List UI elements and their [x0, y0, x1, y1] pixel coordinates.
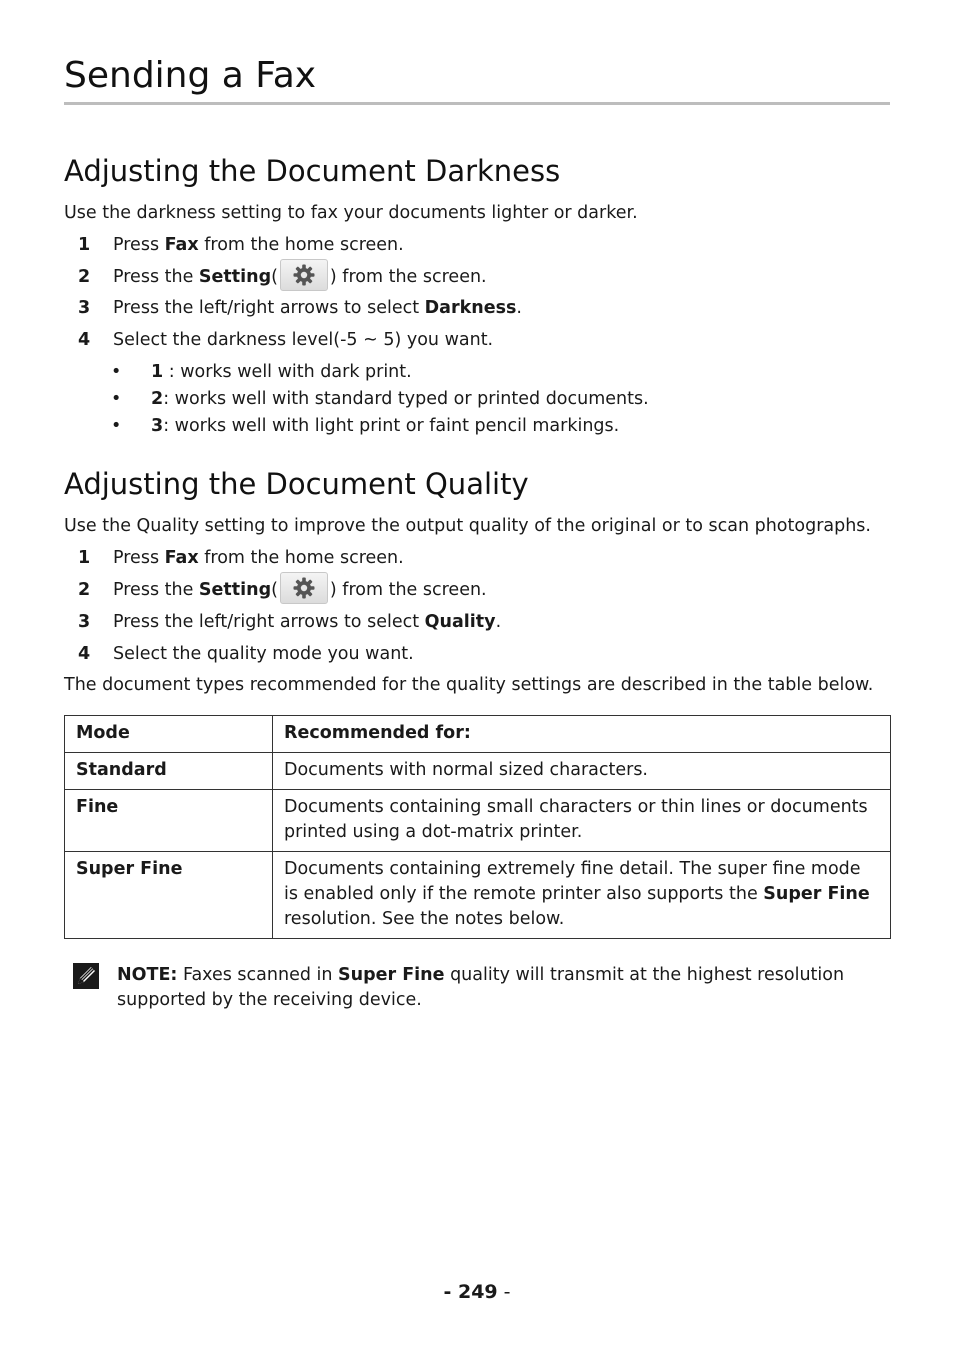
step-number: 2: [78, 267, 91, 287]
step-text: Press Fax from the home screen.: [113, 235, 404, 255]
darkness-step-4: [64, 326, 890, 354]
gear-icon: [292, 263, 316, 287]
step-number: 1: [78, 548, 91, 568]
step-text: Select the darkness level(-5 ~ 5) you want.: [113, 330, 494, 350]
bullet-dot: •: [111, 416, 122, 436]
step-number: 3: [78, 298, 91, 318]
step-text: Select the quality mode you want.: [113, 644, 414, 664]
chapter-title: Sending a Fax: [64, 55, 317, 96]
table-header-row: [65, 716, 891, 753]
table-row: [65, 852, 891, 939]
table-row: [65, 790, 891, 852]
mode-cell: Super Fine: [65, 852, 273, 939]
recommendation-cell: Documents containing extremely fine detail. The super fine mode is enabled only if the remote printer also supports the Super Fine resolution. See the notes below.: [273, 852, 891, 939]
step-text: Press the left/right arrows to select Quality.: [113, 612, 502, 632]
quality-section-heading: Adjusting the Document Quality: [64, 467, 529, 501]
step-text: Press the Setting( ) from the screen.: [113, 576, 487, 604]
mode-cell: Standard: [65, 753, 273, 790]
darkness-intro: Use the darkness setting to fax your documents lighter or darker.: [64, 203, 638, 223]
pencil-note-icon: [72, 962, 100, 990]
step-text: Press the Setting( ) from the screen.: [113, 263, 487, 291]
setting-button-image: [280, 259, 328, 291]
quality-step-3: [64, 608, 890, 636]
darkness-section-heading: Adjusting the Document Darkness: [64, 154, 561, 188]
quality-step-2: [64, 576, 890, 604]
darkness-step-2: [64, 263, 890, 291]
step-number: 4: [78, 330, 91, 350]
quality-step-4: [64, 640, 890, 668]
step-text: Press Fax from the home screen.: [113, 548, 404, 568]
step-text: Press the left/right arrows to select Darkness.: [113, 298, 522, 318]
darkness-level-item: • 2: works well with standard typed or printed documents.: [64, 386, 890, 412]
setting-button-image: [280, 572, 328, 604]
darkness-level-item: • 3: works well with light print or faint pencil markings.: [64, 413, 890, 439]
chapter-title-rule: [64, 102, 890, 105]
quality-intro: Use the Quality setting to improve the output quality of the original or to scan photographs.: [64, 516, 871, 536]
darkness-step-3: [64, 294, 890, 322]
darkness-level-item: • 1 : works well with dark print.: [64, 359, 890, 385]
table-header-cell: Mode: [65, 716, 273, 753]
bullet-dot: •: [111, 389, 122, 409]
step-number: 2: [78, 580, 91, 600]
darkness-step-1: [64, 231, 890, 259]
quality-mode-table: [64, 715, 891, 939]
step-number: 3: [78, 612, 91, 632]
quality-step-1: [64, 544, 890, 572]
table-header-cell: Recommended for:: [273, 716, 891, 753]
note-text: NOTE: Faxes scanned in Super Fine quality will transmit at the highest resolution supported by the receiving device.: [117, 965, 845, 1010]
recommendation-cell: Documents containing small characters or thin lines or documents printed using a dot-matrix printer.: [273, 790, 891, 852]
bullet-dot: •: [111, 362, 122, 382]
step-number: 1: [78, 235, 91, 255]
page-number: - 249 -: [443, 1281, 511, 1303]
table-row: [65, 753, 891, 790]
recommendation-cell: Documents with normal sized characters.: [273, 753, 891, 790]
mode-cell: Fine: [65, 790, 273, 852]
table-intro: The document types recommended for the quality settings are described in the table below.: [64, 675, 874, 695]
gear-icon: [292, 576, 316, 600]
step-number: 4: [78, 644, 91, 664]
